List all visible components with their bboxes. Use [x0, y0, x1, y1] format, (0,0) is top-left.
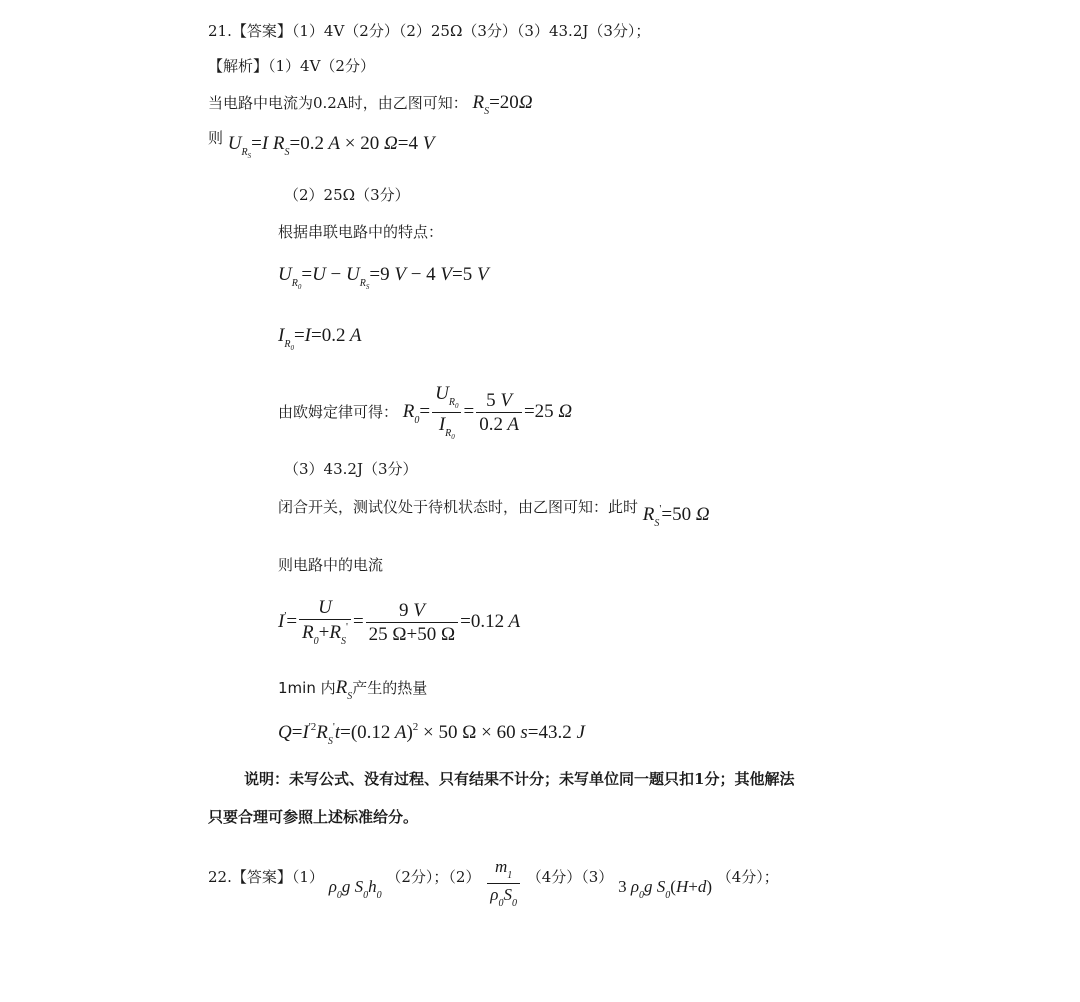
heat-line: [278, 678, 427, 702]
ohm-fraction-2: $\frac{5 V}{0.2 A}$: [476, 391, 522, 434]
heat-rs: $R_S$: [335, 677, 353, 702]
current-fraction-2: $\frac{9 V}{25 \Omega+50 \Omega}$: [366, 601, 458, 644]
ohm-fraction-1: $\frac{U_{R_0}}{I_{R_0}}$: [432, 384, 461, 441]
rs-prime-formula: $R_S'=50$ Ω: [642, 503, 710, 529]
q22-formula-1: $\rho_0g$ $S_0h_0$: [328, 877, 382, 901]
part3-text: 闭合开关，测试仪处于待机状态时，由乙图可知：此时: [278, 498, 639, 516]
q22-formula-3: 3 $\rho_0g$ $S_0(H+d)$: [618, 877, 712, 901]
q22-fraction: $\frac{m_1}{\rho_0S_0}$: [487, 858, 520, 909]
q22-answer-line: [208, 858, 779, 909]
q22-score-3: （4分）；: [716, 868, 779, 886]
q21-answer-line: 21.【答案】（1）4V（2分）（2）25Ω（3分）（3）43.2J（3分）；: [208, 22, 651, 40]
heat-pre: 1min 内: [278, 679, 336, 697]
heat-post: 产生的热量: [352, 679, 428, 697]
q21-analysis-line: 【解析】（1）4V（2分）: [208, 57, 375, 75]
part3-heading: （3）43.2J（3分）: [284, 460, 418, 478]
current-formula: I'= $\frac{U}{R_0+R_S'}$ = $\frac{9 V}{25 \Omega+50 \Omega}$ =0.12 A: [278, 597, 521, 647]
rs-given-formula: $R_S=20\Omega$: [472, 92, 533, 117]
rs-given-text: 当电路中电流为0.2A时，由乙图可知：: [208, 94, 468, 112]
ur0-formula: $U_{R_0}=U - U_{R_S}=9$ V − 4 V=5 V: [278, 264, 489, 291]
urs-line: [208, 131, 434, 160]
current-fraction-1: $\frac{U}{R_0+R_S'}$: [299, 598, 351, 647]
rs-given-line: [208, 93, 533, 117]
ohm-text: 由欧姆定律可得：: [278, 403, 399, 421]
part3-current-text: 则电路中的电流: [278, 556, 384, 574]
part2-text: 根据串联电路中的特点：: [278, 223, 444, 241]
part2-heading: （2）25Ω（3分）: [284, 186, 410, 204]
note-line-2: 只要合理可参照上述标准给分。: [208, 808, 419, 826]
q22-score-1: （2分）；（2）: [386, 868, 481, 886]
ohm-formula: $R_0=$ $\frac{U_{R_0}}{I_{R_0}}$ = $\frac{5 V}{0.2 A}$ =25 Ω: [402, 383, 573, 441]
urs-formula: $U_{R_S}=I$ $R_S=0.2$ A × 20 Ω=4 V: [227, 133, 435, 160]
q22-score-2: （4分）（3）: [526, 868, 614, 886]
ohm-line: [278, 384, 572, 441]
ze-char: 则: [208, 129, 224, 147]
part3-line: [278, 500, 710, 529]
ir0-formula: $I_{R_0}=I=0.2$ A: [278, 325, 362, 352]
note-line-1: 说明：未写公式、没有过程、只有结果不计分；未写单位同一题只扣1分；其他解法: [244, 770, 795, 788]
q22-label: 22.【答案】（1）: [208, 868, 324, 886]
heat-formula: $Q=I^{'2}R_S't=(0.12$ A)$^2$ × 50 Ω × 60 s=43.2 J: [278, 721, 585, 747]
